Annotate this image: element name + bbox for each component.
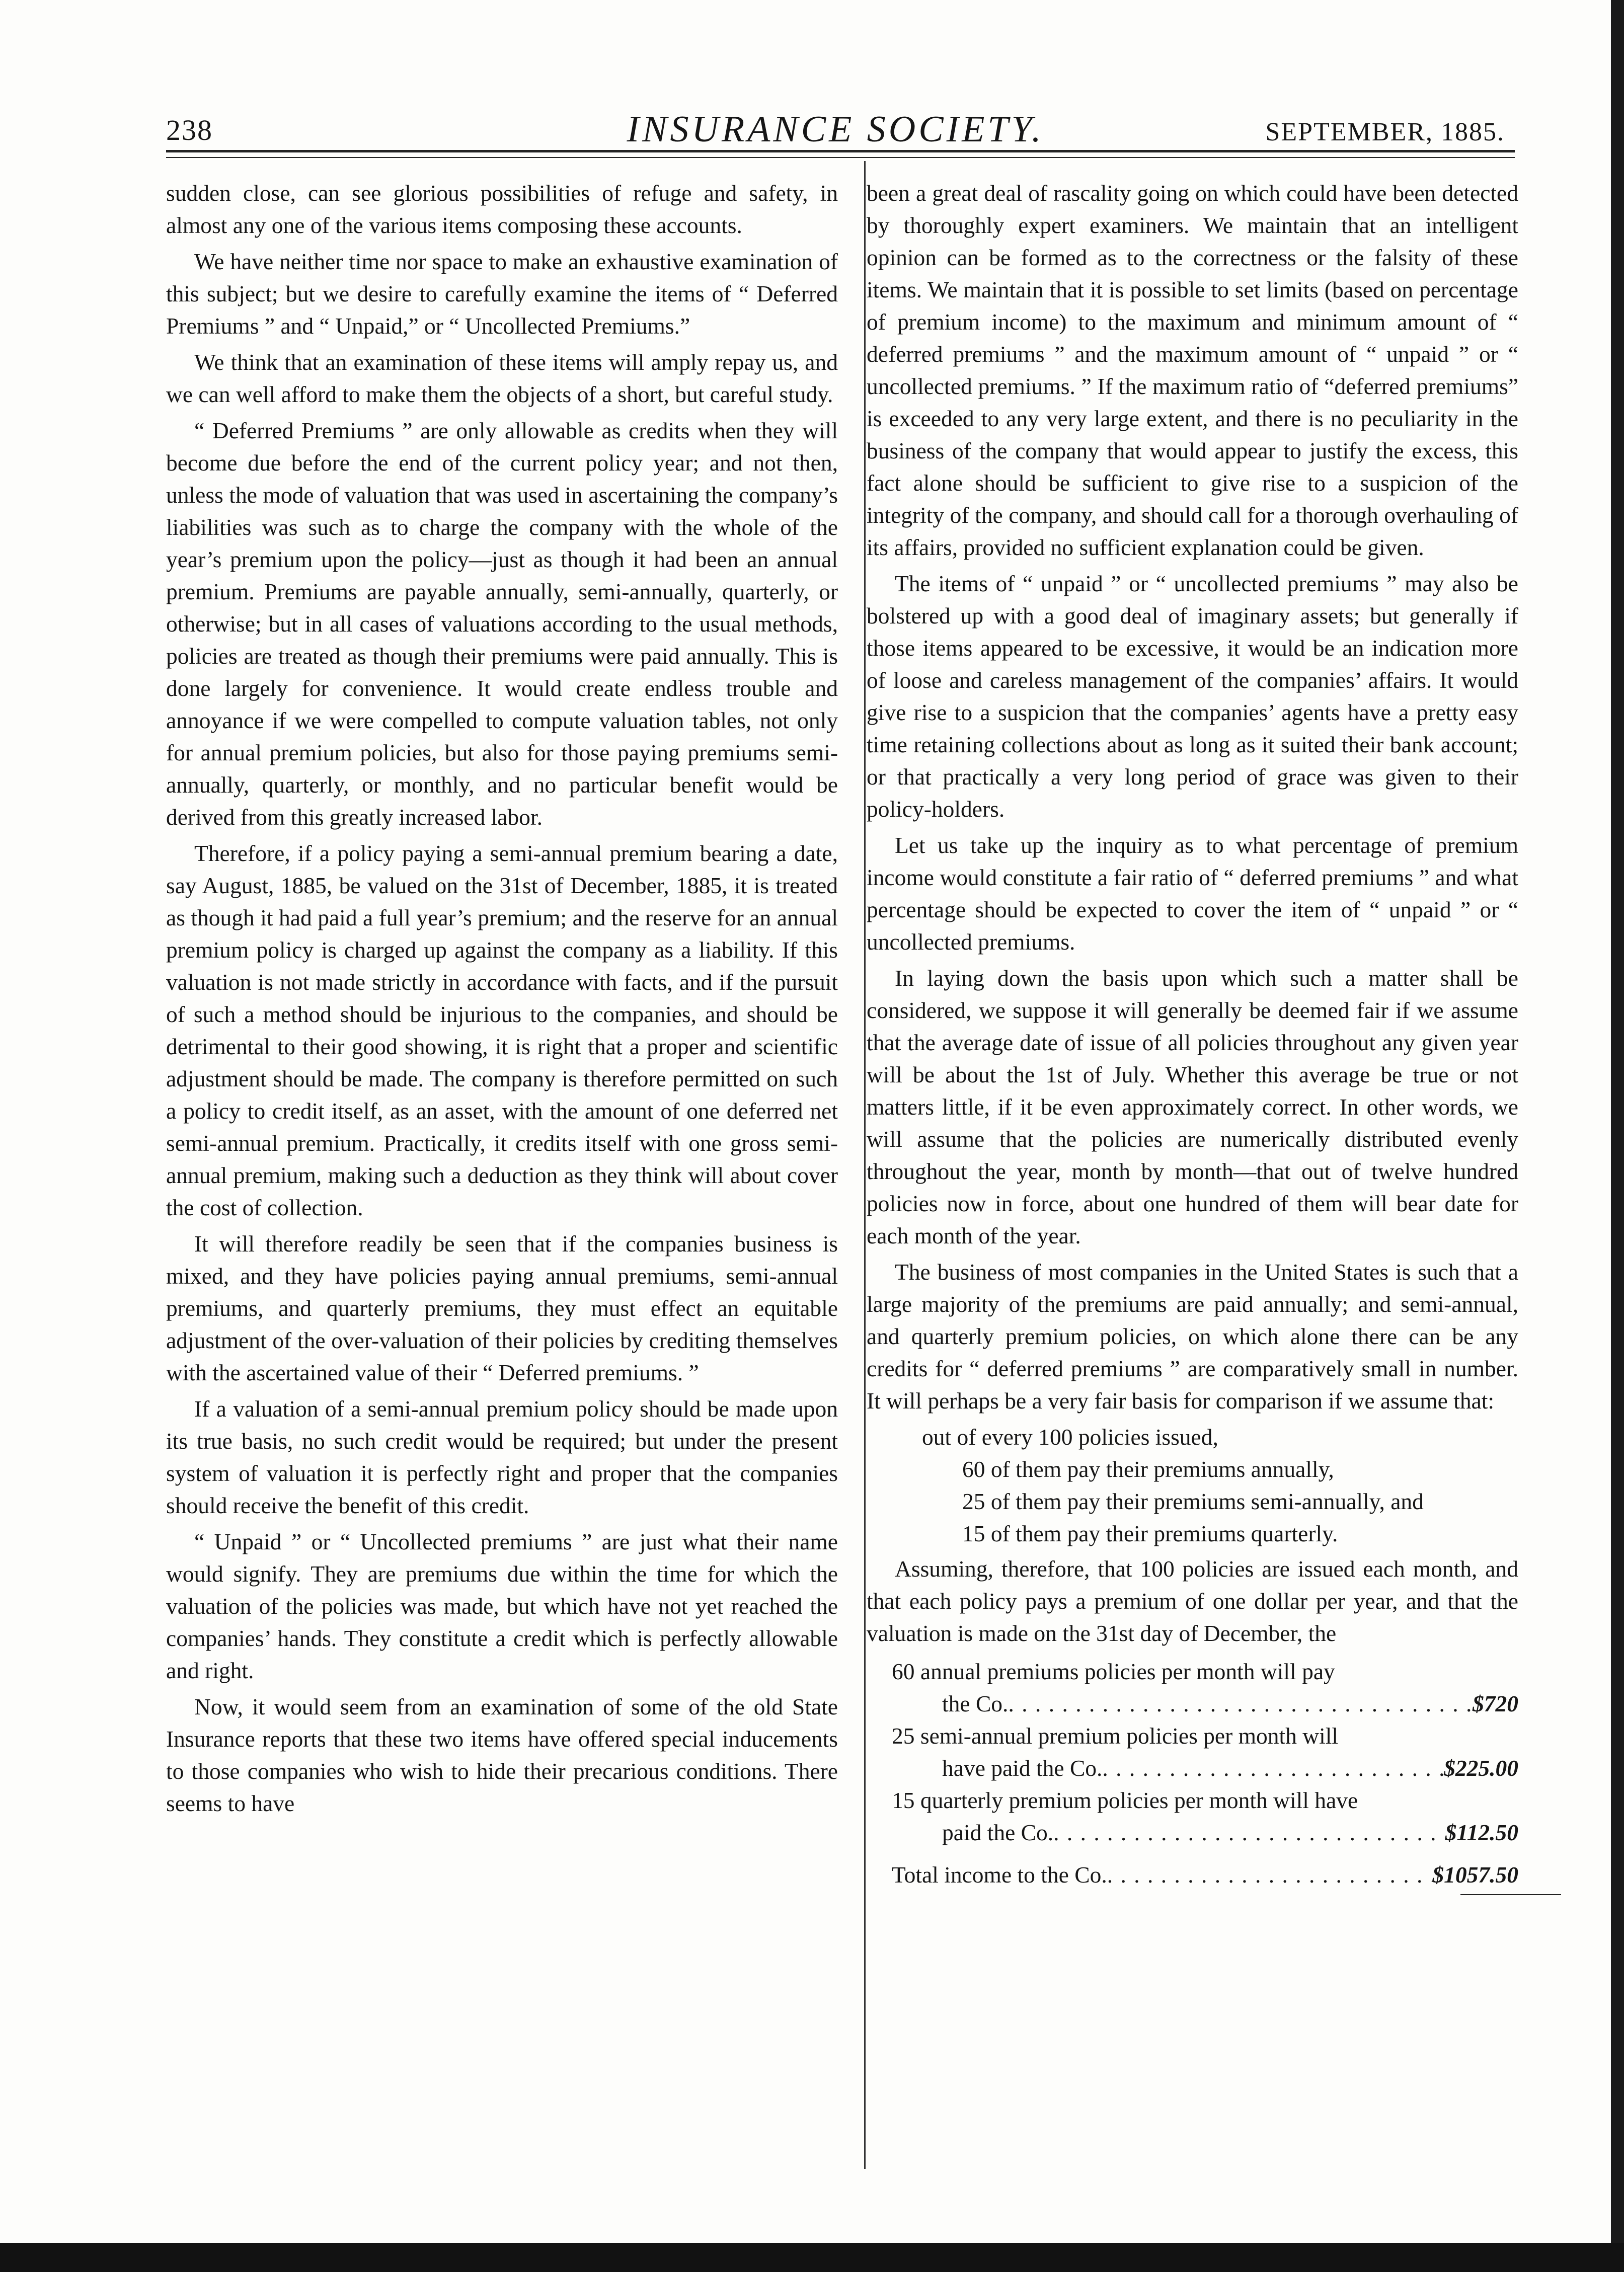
income-total-row [867,1859,1518,1891]
paragraph: sudden close, can see glorious possibilities of refuge and safety, in almost any one of the various items composing these accounts. [166,180,838,238]
income-row [867,1656,1518,1720]
paragraph: The items of “ unpaid ” or “ uncollected premiums ” may also be bolstered up with a good deal of imaginary assets; but generally if those items appeared to be excessive, it would be an indication more of loose and careless management of the companies’ affairs. It would give rise to a suspicion that the companies’ agents have a pretty easy time retaining collections about as long as it suited their bank account; or that practically a very long period of grace was given to their policy-holders. [867,571,1518,822]
dot-leader [1008,1688,1473,1720]
page-number: 238 [166,114,213,146]
assumption-lead: out of every 100 policies issued, [922,1424,1218,1450]
paragraph: In laying down the basis upon which such a matter shall be considered, we suppose it will generally be deemed fair if we assume that the average date of issue of all policies throughout any given year will be about the 1st of July. Whether this average be true or not matters little, if it be even approximately correct. In other words, we will assume that the policies are numerically distributed evenly throughout the year, month by month—that out of twelve hundred policies now in force, about one hundred of them will bear date for each month of the year. [867,965,1518,1248]
paragraph: We have neither time nor space to make an exhaustive examination of this subject; but we desire to carefully examine the items of “ Deferred Premiums ” and “ Unpaid,” or “ Uncollected Premiums.” [166,249,838,339]
paragraph: If a valuation of a semi-annual premium policy should be made upon its true basis, no such credit would be required; but under the present system of valuation it is perfectly right and proper that the companies should receive the benefit of this credit. [166,1396,838,1518]
assumption-item: 60 of them pay their premiums annually, [962,1456,1334,1482]
income-row [867,1784,1518,1849]
income-table [867,1656,1518,1895]
journal-title: INSURANCE SOCIETY. [627,109,1044,150]
income-row-amount: $112.50 [1445,1820,1518,1845]
paragraph: “ Unpaid ” or “ Uncollected premiums ” are just what their name would signify. They are premiums due within the time for which the valuation of the policies was made, but which have not yet reached the companies’ hands. They constitute a credit which is perfectly allowable and right. [166,1529,838,1683]
assumption-item: 25 of them pay their premiums semi-annually, and [962,1488,1424,1514]
paragraph: The business of most companies in the United States is such that a large majority of the premiums are paid annually; and semi-annual, and quarterly premium policies, on which alone there can be any credits for “ deferred premiums ” are comparatively small in number. It will perhaps be a very fair basis for comparison if we assume that: [867,1259,1518,1414]
header-rule-thin [166,157,1515,158]
paragraph: been a great deal of rascality going on which could have been detected by thoroughly expert examiners. We maintain that an intelligent opinion can be formed as to the correctness or the falsity of these items. We maintain that it is possible to set limits (based on percentage of premium income) to the maximum and minimum amount of “ deferred premiums ” and the maximum amount of “ unpaid ” or “ uncollected premiums. ” If the maximum ratio of “deferred premiums” is exceeded to any very large extent, and there is no peculiarity in the business of the company that would appear to justify the excess, this fact alone should be sufficient to give rise to a suspicion of the integrity of the company, and should call for a thorough overhauling of its affairs, provided no sufficient explanation could be given. [867,180,1518,560]
paragraph: “ Deferred Premiums ” are only allowable as credits when they will become due before the end of the current policy year; and not then, unless the mode of valuation that was used in ascertaining the company’s liabilities was such as to charge the company with the whole of the year’s premium upon the policy—just as though it had been an annual premium. Premiums are payable annually, semi-annually, quarterly, or otherwise; but in all cases of valuations according to the usual methods, policies are treated as though their premiums were paid annually. This is done largely for convenience. It would create endless trouble and annoyance if we were compelled to compute valuation tables, not only for annual premium policies, but also for those paying premiums semi-annually, quarterly, or monthly, and no particular benefit would be derived from this greatly increased labor. [166,418,838,830]
paragraph: Let us take up the inquiry as to what percentage of premium income would constitute a fair ratio of “ deferred premiums ” and what percentage should be expected to cover the item of “ unpaid ” or “ uncollected premiums. [867,832,1518,955]
scan-bottom-band [0,2243,1624,2272]
issue-date: SEPTEMBER, 1885. [1265,118,1505,146]
income-row-label: 15 quarterly premium policies per month will have [892,1787,1358,1813]
paragraph: Therefore, if a policy paying a semi-annual premium bearing a date, say August, 1885, be valued on the 31st of December, 1885, it is treated as though it had paid a full year’s premium; and the reserve for an annual premium policy is charged up against the company as a liability. If this valuation is not made strictly in accordance with facts, and if the pursuit of such a method should be injurious to the companies, and should be detrimental to their good showing, it is right that a proper and scientific adjustment should be made. The company is therefore permitted on such a policy to credit itself, as an asset, with the amount of one deferred net semi-annual premium. Practically, it credits itself with one gross semi-annual premium, making such a deduction as they think will about cover the cost of collection. [166,840,838,1220]
header-rule-thick [166,150,1515,152]
total-underline [1460,1894,1561,1895]
scan-edge-shadow [1611,0,1624,2272]
income-total-amount: $1057.50 [1432,1862,1518,1888]
dot-leader [1102,1752,1444,1784]
dot-leader [1053,1817,1445,1849]
income-row-payee: have paid the Co. [942,1755,1103,1781]
assumption-list [867,1421,1518,1550]
left-column [166,177,838,1824]
income-row-payee: paid the Co. [942,1820,1054,1845]
dot-leader [1107,1859,1433,1891]
paragraph: It will therefore readily be seen that if the companies business is mixed, and they have policies paying annual premiums, semi-annual premiums, and quarterly premiums, they must effect an equitable adjustment of the over-valuation of their policies by crediting themselves with the ascertained value of their “ Deferred premiums. ” [166,1231,838,1385]
income-row [867,1720,1518,1784]
income-row-label: 60 annual premiums policies per month will pay [892,1659,1335,1684]
income-row-payee: the Co. [942,1691,1009,1716]
income-row-label: 25 semi-annual premium policies per month will [892,1723,1339,1749]
column-divider [864,161,866,2169]
paragraph: Now, it would seem from an examination of some of the old State Insurance reports that these two items have offered special inducements to those companies who wish to hide their precarious conditions. There seems to have [166,1694,838,1816]
right-column [867,177,1518,1895]
income-row-amount: $720 [1473,1691,1518,1716]
paragraph: We think that an examination of these items will amply repay us, and we can well afford to make them the objects of a short, but careful study. [166,349,838,407]
paragraph: Assuming, therefore, that 100 policies are issued each month, and that each policy pays a premium of one dollar per year, and that the valuation is made on the 31st day of December, the [867,1556,1518,1646]
income-total-label: Total income to the Co. [892,1862,1107,1888]
income-row-amount: $225.00 [1444,1755,1518,1781]
assumption-item: 15 of them pay their premiums quarterly. [962,1521,1338,1546]
